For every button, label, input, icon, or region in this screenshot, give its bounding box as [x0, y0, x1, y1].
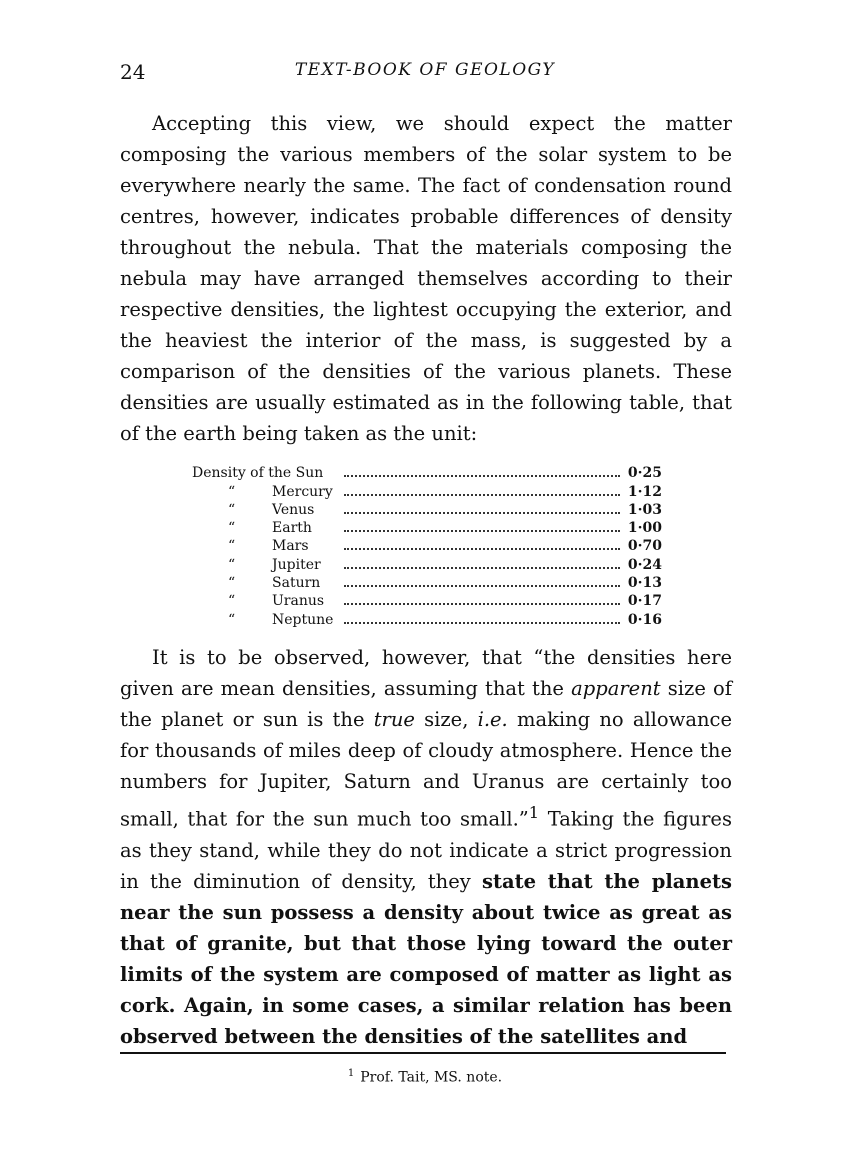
density-value: 0·13	[627, 575, 662, 592]
density-row-jupiter	[192, 554, 662, 572]
planet-name: Mars	[272, 538, 309, 555]
ditto-mark: “	[228, 520, 236, 537]
planet-name: Neptune	[272, 611, 334, 628]
footnote-text: Prof. Tait, MS. note.	[360, 1069, 503, 1086]
dot-leader	[344, 584, 620, 587]
ditto-mark: “	[228, 593, 236, 610]
footnote	[0, 1068, 850, 1086]
density-row-saturn	[192, 573, 662, 591]
density-row-sun	[192, 463, 662, 481]
paragraph-2-text: Taking the figures as they stand, while they do not indicate a strict progression in the diminution of density, they	[120, 807, 732, 893]
dot-leader	[344, 602, 620, 605]
density-value: 0·70	[627, 538, 662, 555]
dot-leader	[344, 566, 620, 569]
emphasis-ie: i.e.	[477, 708, 508, 731]
paragraph-2-text: making no allowance for thousands of miles deep of cloudy atmosphere. Hence the numbers for Jupiter, Saturn and Uranus are certainly too small, that for the sun much too small.”	[120, 708, 732, 831]
paragraph-2-text: It is to be observed, however, that “the densities here given are mean densities, assuming that the	[120, 646, 732, 700]
density-row-mercury	[192, 481, 662, 499]
density-value: 0·25	[627, 465, 662, 482]
page-number: 24	[120, 60, 146, 84]
planet-name: Venus	[272, 501, 315, 518]
ditto-mark: “	[228, 501, 236, 518]
ditto-mark: “	[228, 538, 236, 555]
paragraph-2	[120, 642, 732, 1052]
dot-leader	[344, 547, 620, 550]
running-title: TEXT-BOOK OF GEOLOGY	[294, 60, 556, 80]
ditto-mark: “	[228, 556, 236, 573]
planet-name: Mercury	[272, 483, 333, 500]
ditto-mark: “	[228, 575, 236, 592]
dot-leader	[344, 511, 620, 514]
planet-name: Saturn	[272, 575, 321, 592]
density-value: 1·03	[627, 501, 662, 518]
emphasis-apparent: apparent	[571, 677, 661, 700]
density-row-neptune	[192, 609, 662, 627]
ditto-mark: “	[228, 483, 236, 500]
density-value: 0·17	[627, 593, 662, 610]
page-header	[0, 60, 850, 90]
planet-name: Jupiter	[272, 556, 321, 573]
footnote-rule	[120, 1052, 726, 1054]
density-row-uranus	[192, 591, 662, 609]
density-value: 0·16	[627, 611, 662, 628]
density-row-earth	[192, 518, 662, 536]
dot-leader	[344, 621, 620, 624]
density-value: 0·24	[627, 556, 662, 573]
paragraph-2-bold-text: state that the planets near the sun possess a density about twice as great as that of granite, but that those lying toward the outer limits of the system are composed of matter as light as cork. Again, in some cases, a similar relation has been observed between the densities of the satellites and	[120, 869, 732, 1048]
paragraph-2-text: size of the planet or sun is the	[120, 677, 732, 731]
emphasis-true: true	[373, 708, 415, 731]
planet-name: Earth	[272, 520, 312, 537]
density-row-label: Density of the Sun	[192, 465, 324, 482]
density-row-mars	[192, 536, 662, 554]
density-row-venus	[192, 500, 662, 518]
ditto-mark: “	[228, 611, 236, 628]
paragraph-1: Accepting this view, we should expect the matter composing the various members of the solar system to be everywhere nearly the same. The fact of condensation round centres, however, indicates probable differences of density throughout the nebula. That the materials composing the nebula may have arranged themselves according to their respective densities, the lightest occupying the exterior, and the heaviest the interior of the mass, is suggested by a comparison of the densities of the various planets. These densities are usually estimated as in the following table, that of the earth being taken as the unit:	[120, 112, 732, 445]
footnote-marker: 1	[347, 1068, 355, 1079]
footnote-reference[interactable]: 1	[528, 803, 540, 822]
paragraph-2-text: size,	[414, 708, 478, 731]
dot-leader	[344, 493, 620, 496]
dot-leader	[344, 529, 620, 532]
dot-leader	[344, 474, 620, 477]
density-value: 1·00	[627, 520, 662, 537]
density-table	[192, 463, 662, 628]
planet-name: Uranus	[272, 593, 325, 610]
density-value: 1·12	[627, 483, 662, 500]
